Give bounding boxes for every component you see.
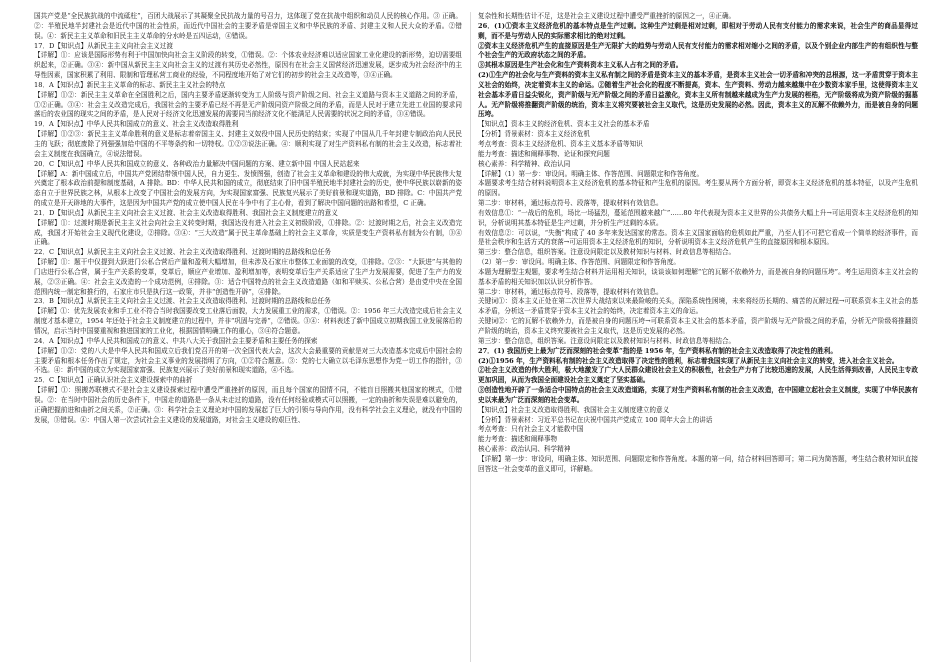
- answer-paragraph: 21．D【知识点】从新民主主义向社会主义过渡、社会主义改造取得胜利、我国社会主义制度建立的意义: [34, 208, 338, 217]
- answer-paragraph: 【详解】A：新中国成立后，中国共产党团结带领中国人民，自力更生、发愤图强，创造了社会主义革命和建设的伟大成就，为实现中华民族伟大复兴奠定了根本政治前提和制度基础，A 排除。BD：中华人民共和国的成立，彻底结束了旧中国半殖民地半封建社会的历史，使中华民族以崭新的姿态自立于世界民族之林，从根本上改变了中国社会的发展方向，为实现国家富强、民族复兴展示了美好前景和现实道路，BD 排除。C：中国共产党的成立是开天辟地的大事件，这是因为中国共产党的成立使中国人民在斗争中有了主心骨，看到了解决中国问题的出路和希望，C 正确。: [34, 169, 462, 208]
- answer-paragraph: 26．(1)①资本主义经济危机的基本特点是生产过剩。这种生产过剩是相对过剩，即相对于劳动人民有支付能力的需求来说，社会生产的商品显得过剩，而不是与劳动人民的实际需求相比的绝对过剩。: [478, 21, 918, 40]
- answer-column-left: [34, 12, 462, 662]
- answer-paragraph: 核心素养：科学精神、政治认同: [478, 159, 571, 168]
- answer-paragraph: 17．D【知识点】从新民主主义向社会主义过渡: [34, 41, 173, 50]
- answer-paragraph: 有效信息②：可以说，“失衡”构成了 40 多年来发达国家的常态。资本主义国家面临的危机如此严重，乃至人们不可把它看成一个简单的经济事件，而是社会秩序和生活方式的衰落→可运用资本主义经济危机的知识，分析说明资本主义经济危机产生的直接原因和根本原因。: [478, 228, 918, 247]
- answer-paragraph: 【详解】（1）第一步：审设问。明确主体、作答范围、问题限定和作答角度。: [478, 169, 704, 178]
- column-divider: [470, 12, 471, 662]
- answer-paragraph: 本题要求考生结合材料说明资本主义经济危机的基本特征和产生危机的原因。考生要从两个方面分析，即资本主义经济危机的基本特征，以及产生危机的原因。: [478, 179, 918, 198]
- answer-paragraph: 第三步：整合信息，组织答案。注意设问限定以及教材知识与材料、时政信息等相结合。: [478, 248, 736, 257]
- answer-paragraph: 【知识点】资本主义的经济危机、资本主义社会的基本矛盾: [478, 120, 650, 129]
- answer-paragraph: 核心素养：政治认同、科学精神: [478, 445, 571, 454]
- answer-paragraph: 【详解】①②：新民主主义革命在全国胜利之后，国内主要矛盾逐渐转变为工人阶级与资产阶级之间、社会主义道路与资本主义道路之间的矛盾，①②正确。③④：社会主义改造完成后，我国社会的主要矛盾已经不再是无产阶级同资产阶级之间的矛盾，而是人民对于建立先进工业国的要求同落后的农业国的现实之间的矛盾，是人民对于经济文化迅速发展的需要同当前经济文化不能满足人民需要的状况之间的矛盾，③④错误。: [34, 90, 462, 119]
- answer-paragraph: 【详解】①②③：新民主主义革命胜利的意义是标志着帝国主义、封建主义奴役中国人民历史的结束；实现了中国从几千年封建专制政治向人民民主的飞跃；彻底废除了列强强加给中国的不平等条约和一切特权。①②③说法正确。④：顺利实现了对生产资料私有制的社会主义改造，标志着社会主义制度在我国确立，④说法错误。: [34, 130, 462, 158]
- answer-paragraph: 第二步：审材料，通过标点符号、段落等，提取材料有效信息。: [478, 287, 663, 296]
- answer-paragraph: (2)①生产的社会化与生产资料的资本主义私有制之间的矛盾是资本主义的基本矛盾，是资本主义社会一切矛盾和冲突的总根源，这一矛盾贯穿于资本主义社会的始终，决定着资本主义的命运。②随着生产社会化的程度不断提高，资本、生产资料、劳动力越来越集中在少数资本家手里，这使得资本主义社会基本矛盾日益尖锐化，资产阶级与无产阶级之间的矛盾日益激化，资本主义所有制越来越成为生产力发展的桎梏，无产阶级将成为资产阶级的掘墓人。无产阶级将推翻资产阶级的统治，资本主义将究要被社会主义取代，这是历史发展的必然。因此，资本主义的瓦解不依赖外力，而是被自身的问题压垮。: [478, 71, 918, 119]
- answer-paragraph: 【详解】①：题干中仅提到大跃进门公私合营后产量和盈利大幅增加，但未涉及石家庄市整体工业面貌的改变，①排除。②③：“大跃进”与其他的门店进行公私合营，属于生产关系的变革，变革后，顺应产业增加、盈利增加等，表明变革后生产关系适应了生产力发展需要，促进了生产力的发展，②③正确。④：社会主义改造的一个成功范例，④排除。③：适合中国特点的社会主义改造道路（如和平赎买、公私合营）是由党中央在全国范围内统一制定和推行的，石家庄市只是执行这一政策，并非“创造性开辟”，④排除。: [34, 258, 462, 296]
- answer-paragraph: 25．C【知识点】正确认识社会主义建设探索中的曲折: [34, 376, 193, 385]
- answer-paragraph: 24．A【知识点】中华人民共和国成立的意义、中共八大关于我国社会主要矛盾和主要任务的探索: [34, 336, 318, 345]
- answer-paragraph: ②社会主义改造的伟大胜利，极大地激发了广大人民群众建设社会主义的积极性，社会生产力有了比较迅速的发展，人民生活得到改善，人民民主专政更加巩固，从而为我国全面建设社会主义奠定了坚实基础。: [478, 366, 918, 385]
- answer-paragraph: 有效信息①：“一战后的危机，场比一场猛烈，蔓延范围越来越广”……80 年代表现为资本主义世界的公共债务大幅上升→可运用资本主义经济危机的知识，分析说明其基本特征是生产过剩，并分析生产过剩的本质。: [478, 208, 918, 227]
- answer-paragraph: 【详解】①：照搬苏联模式不是社会主义建设探索过程中遭受严重挫折的原因，而且每个国家的国情不同，不能盲目照搬其他国家的模式，①错误。②：在当时中国社会的历史条件下，中国走的道路是一条从未走过的道路，没有任何经验或模式可以照搬，一定的曲折和失误是难以避免的，正确把握前进和曲折之间关系，②正确。③：科学社会主义理论对中国的发展起了巨大的引领与导向作用，没有科学社会主义理论，就没有中国的发展，③错误。④：中国人第一次尝试社会主义建设的发展道路，对社会主义建设的艰巨性、: [34, 386, 462, 424]
- answer-paragraph: 能力考查：描述和阐释事物、论证和探究问题: [478, 149, 610, 158]
- answer-paragraph: 【分析】背景素材：习近平总书记在庆祝中国共产党成立 100 周年大会上的讲话: [478, 415, 713, 424]
- answer-paragraph: 【详解】①：优先发展农业和手工业不符合当时我国要改变工业落后面貌，大力发展重工业的需求，①错误。②：1956 年三大改造完成后社会主义制度才基本建立，1954 年还处于社会主义制度建立的过程中，并非“巩固与完善”，②错误。③④：材料表述了新中国成立初期我国工业发展落后的情况，启示当时中国要重视和推进国家的工业化，根据国情明确工作的重心，③④符合题意。: [34, 307, 462, 335]
- answer-paragraph: 18．A【知识点】新民主主义革命的标志、新民主主义社会的特点: [34, 80, 226, 89]
- answer-paragraph: 【详解】①：过渡时期是新民主主义社会向社会主义转变时期，我国达没有进入社会主义初级阶段，①排除。②：过渡时期之后，社会主义改造完成，我国才开始社会主义现代化建设，②排除。③④：“三大改造”属于民主革命基础上的社会主义革命，实质是变生产资料私有制为公有制，③④正确。: [34, 218, 462, 247]
- answer-paragraph: 【详解】①②：党的八大是中华人民共和国成立后我们党召开的第一次全国代表大会，这次大会最重要的贡献是对三大改造基本完成后中国社会的主要矛盾和根本任务作出了规定，为社会主义事业的发展指明了方向，①②符合题意。③：党的七大确立以毛泽东思想作为党一切工作的指针，③不选。④：新中国的成立为实现国家富强、民族复兴展示了美好前景和现实道路，④不选。: [34, 346, 462, 375]
- answer-paragraph: 【分析】背景素材：资本主义经济危机: [478, 130, 591, 139]
- answer-paragraph: 【详解】第一步：审设问，明确主体、知识范围、问题限定和作答角度。本题的第一问，结合材料回答即可；第二问为简答题，考生结合教材知识直接回答这一社会变革的意义即可，详解略。: [478, 454, 918, 473]
- answer-paragraph: 考点考查：只有社会主义才能救中国: [478, 425, 584, 434]
- answer-paragraph: 22．C【知识点】从新民主主义向社会主义过渡、社会主义改造取得胜利、过渡时期的总路线和总任务: [34, 248, 331, 257]
- answer-paragraph: ③其根本原因是生产社会化和生产资料资本主义私人占有之间的矛盾。: [478, 61, 683, 70]
- answer-paragraph: 考点考查：资本主义经济危机、资本主义基本矛盾等知识: [478, 139, 643, 148]
- answer-paragraph: 19．A【知识点】中华人民共和国成立的意义、社会主义改造取得胜利: [34, 120, 239, 129]
- answer-paragraph: 第三步：整合信息，组织答案。注意设问限定以及教材知识与材料、时政信息等相结合。: [478, 336, 736, 345]
- answer-paragraph: 【详解】①：应该是国际形势有利于中国加快向社会主义阶段的转变，①错误。②：个体农业经济难以适应国家工业化建设的新形势，迫切需要组织起来，②正确。③④：新中国从新民主主义向社会主义的过渡有其历史必然性，原因有在社会主义国营经济迅速发展，逐步成为社会经济中的主导性因素，国家积累了利用、限制和管理私营工商业的经验，不同程度地开始了对它们的初步的社会主义改造等，③④正确。: [34, 51, 462, 80]
- answer-paragraph: （2）第一步：审设问。明确主体、作答范围、问题限定和作答角度。: [478, 258, 681, 267]
- answer-paragraph: 本题为理解型主观题，要求考生结合材料并运用相关知识，谈谈该如何理解“它的瓦解不依赖外力，而是被自身的问题压垮”。考生运用资本主义社会的基本矛盾的相关知识加以认识分析作答。: [478, 267, 918, 286]
- answer-paragraph: 国共产党是“全民族抗战的中流砥柱”，百团大战展示了其凝聚全民抗战力量的号召力，这体现了党在抗战中组织和动员人民的核心作用。③ 正确。②：半殖民地半封建社会是近代中国的社会性质，而近代中国社会的主要矛盾是帝国主义和中华民族的矛盾、封建主义和人民大众的矛盾。②错误。④：新民主主义革命和旧民主主义革命的分水岭是五四运动，④错误。: [34, 12, 462, 40]
- answer-paragraph: 第二步：审材料，通过标点符号、段落等，提取材料有效信息。: [478, 199, 663, 208]
- answer-paragraph: 复杂性和长期性估计不足，这是社会主义建设过程中遭受严重挫折的原因之一，④正确。: [478, 12, 736, 20]
- answer-column-right: [478, 12, 918, 662]
- answer-paragraph: ②资本主义经济危机产生的直接原因是生产无限扩大的趋势与劳动人民有支付能力的需求相对缩小之间的矛盾，以及个别企业内部生产的有组织性与整个社会生产的无政府状态之间的矛盾。: [478, 41, 918, 60]
- answer-paragraph: 关键词①：资本主义正处在第二次世界大战结束以来最险峻的关头，深陷系统性困境，未来将经历长期的、痛苦的瓦解过程→可联系资本主义社会的基本矛盾，分析这一矛盾贯穿于资本主义社会的始终，决定着资本主义的命运。: [478, 297, 918, 316]
- answer-paragraph: 23．B【知识点】从新民主主义向社会主义过渡、社会主义改造取得胜利、过渡时期的总路线和总任务: [34, 297, 331, 306]
- answer-paragraph: 能力考查：描述和阐释事物: [478, 435, 558, 444]
- answer-paragraph: 关键词②：它的瓦解不依赖外力，而是被自身的问题压垮→可联系资本主义社会的基本矛盾，资产阶级与无产阶级之间的矛盾，分析无产阶级将推翻资产阶级的统治，资本主义终究要被社会主义取代，这是历史发展的必然。: [478, 317, 918, 335]
- answer-paragraph: (2)①1956 年，生产资料私有制的社会主义改造取得了决定性的胜利，标志着我国实现了从新民主主义向社会主义的转变，进入社会主义社会。: [478, 356, 899, 365]
- answer-paragraph: 27．(1) 我国历史上最为广泛而深刻的社会变革”指的是 1956 年，生产资料私有制的社会主义改造取得了决定性的胜利。: [478, 346, 837, 355]
- answer-paragraph: 20．C【知识点】中华人民共和国成立的意义、各种政治力量解决中国问题的方案、建立新中国 中国人民站起来: [34, 159, 360, 168]
- answer-paragraph: 【知识点】社会主义改造取得胜利、我国社会主义制度建立的意义: [478, 405, 670, 414]
- answer-paragraph: ③创造性地开辟了一条适合中国特点的社会主义改造道路，实现了对生产资料私有制的社会主义改造，在中国建立起社会主义制度，实现了中华民族有史以来最为广泛而深刻的社会变革。: [478, 386, 918, 404]
